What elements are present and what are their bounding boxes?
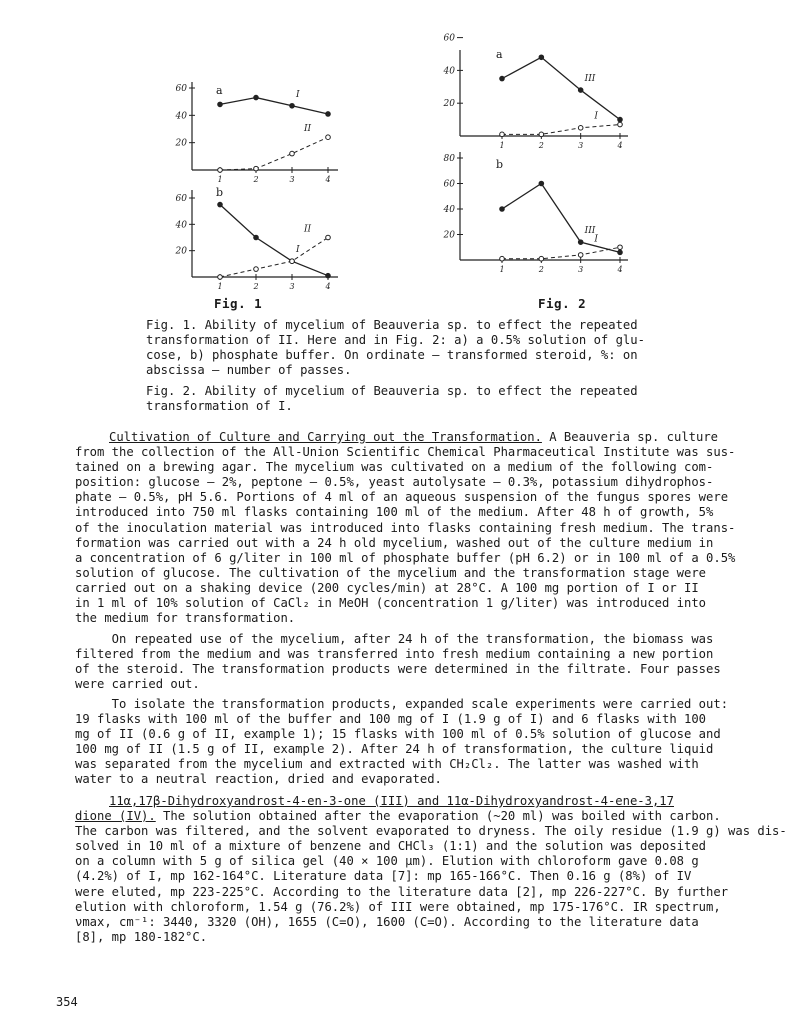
fig1b-point-dashed-3 [290,259,295,264]
fig2b-ytick-label-20: 20 [443,230,455,241]
fig1a-point-solid-3 [290,103,295,108]
fig2b-point-solid-2 [539,181,544,186]
section-dihydroxyandrost-body: The solution obtained after the evaporation (~20 ml) was boiled with carbon. The carbon was filtered, and the solvent evaporated to dryness. The oily residue (1.9 g) was dis- solved in 10 ml of a mixture of benzene and CHCl₃ (1:1) and the solution was deposited on a column with 5 g of silica gel (40 × 100 µm). Elution with chloroform gave 0.08 g (4.2%) of I, mp 162-164°C. Literature data [7]: mp 165-166°C. Then 0.16 g (8%) of IV were eluted, mp 223-225°C. According to the literature data [2], mp 226-227°C. By further elution with chloroform, 1.54 g (76.2%) of III were obtained, mp 175-176°C. IR spectrum, νmax, cm⁻¹: 3440, 3320 (OH), 1655 (C=O), 1600 (C=O). According to the literature data [8], mp 180-182°C. [75,809,787,944]
fig1a-xtick-label-2: 2 [253,175,259,184]
fig2a-series-dashed-line [502,125,620,135]
fig2a-ytick-label-40: 40 [443,66,455,77]
fig2a-xtick-label-2: 2 [538,141,544,150]
fig1b-series-label-dashed: II [304,224,312,235]
fig2b-series-dashed-line [502,247,620,258]
fig2a-ytick-label-20: 20 [443,99,455,110]
fig1b-series-label-solid: I [296,245,300,256]
figure-2-panel-b-label: b [496,158,504,171]
fig1b-ytick-label-60: 60 [175,194,187,204]
fig1a-xtick-label-1: 1 [217,175,223,184]
fig1a-point-solid-4 [326,112,331,117]
fig2b-series-label-solid: III [584,226,596,237]
fig1a-point-solid-1 [218,102,223,107]
fig1a-point-dashed-2 [254,166,259,171]
figure-2-panel-a-label: a [496,48,503,61]
fig2b-point-dashed-4 [618,245,623,250]
fig1a-point-dashed-3 [290,151,295,156]
fig2a-point-dashed-3 [578,126,583,131]
fig1a-ytick-label-60: 60 [175,84,187,94]
fig2b-ytick-label-80: 80 [443,154,455,164]
fig2a-point-solid-4 [618,117,623,122]
fig1b-point-solid-1 [218,202,223,207]
fig2a-point-dashed-4 [618,122,623,127]
fig1b-xtick-label-1: 1 [217,282,223,291]
section-dihydroxyandrost [75,794,787,945]
section-cultivation-body: A Beauveria sp. culture from the collection of the All-Union Scientific Chemical Pharmaceutical Institute was sus- tained on a brewing agar. The mycelium was cultivated on a medium of the following com- position: glucose – 2%, peptone – 0.5%, yeast autolysate – 0.3%, potassium dihydrophos- phate – 0.5%, pH 5.6. Portions of 4 ml of an aqueous suspension of the fungus spores were introduced into 750 ml flasks containing 100 ml of the medium. After 48 h of growth, 5% of the inoculation material was introduced into flasks containing fresh medium. The trans- formation was carried out with a 24 h old mycelium, washed out of the culture medium in a concentration of 6 g/liter in 100 ml of phosphate buffer (pH 6.2) or in 100 ml of a 0.5% solution of glucose. The cultivation of the mycelium and the transformation stage were carried out on a shaking device (200 cycles/min) at 28°C. A 100 mg portion of I or II in 1 ml of 10% solution of CaCl₂ in MeOH (concentration 1 g/liter) was introduced into the medium for transformation. [75,430,736,626]
fig2b-point-solid-4 [618,250,623,255]
fig1b-point-dashed-2 [254,267,259,272]
figure-1-graph [150,72,370,300]
paragraph-isolation: To isolate the transformation products, expanded scale experiments were carried out: 19 flasks with 100 ml of the buffer and 100 mg of I (1.9 g of I) and 6 flasks with 100 mg of II (0.6 g of II, example 1); 15 flasks with 100 ml of 0.5% solution of glucose and 100 mg of II (1.5 g of II, example 2). After 24 h of transformation, the culture liquid was separated from the mycelium and extracted with CH₂Cl₂. The latter was washed with water to a neutral reaction, dried and evaporated. [75,697,729,787]
fig1a-point-dashed-4 [326,135,331,140]
fig2b-point-solid-1 [500,207,505,212]
fig2a-series-solid-line [502,57,620,119]
fig1b-point-dashed-4 [326,235,331,240]
fig2a-point-solid-1 [500,76,505,81]
fig2a-ytick-label-60: 60 [443,33,455,44]
fig1b-xtick-label-3: 3 [289,282,295,291]
fig2a-xtick-label-4: 4 [617,141,623,150]
fig2a-point-solid-3 [578,88,583,93]
fig1b-point-solid-4 [326,273,331,278]
fig1b-series-dashed-line [220,238,328,278]
fig2b-xtick-label-2: 2 [538,265,544,274]
fig1a-xtick-label-3: 3 [289,175,295,184]
fig1b-series-solid-line [220,205,328,276]
figure-1-caption: Fig. 1. Ability of mycelium of Beauveria sp. to effect the repeated transformation of II. Here and in Fig. 2: a) a 0.5% solution of glu- cose, b) phosphate buffer. On ordinate – transformed steroid, %: on abscissa – number of passes. [146,318,645,377]
fig2b-xtick-label-4: 4 [617,265,623,274]
fig1b-point-dashed-1 [218,275,223,280]
fig1b-ytick-label-40: 40 [175,220,187,231]
fig2a-point-dashed-2 [539,132,544,137]
fig1a-point-solid-2 [254,95,259,100]
fig1a-series-label-solid: I [296,89,300,100]
page-number: 354 [56,995,78,1009]
figure-2-label: Fig. 2 [538,296,587,311]
fig1b-xtick-label-2: 2 [253,282,259,291]
fig2b-xtick-label-3: 3 [578,265,584,274]
fig1a-series-label-dashed: II [304,124,312,135]
fig2b-ytick-label-60: 60 [443,179,455,190]
figure-2 [430,33,650,282]
figure-2-caption: Fig. 2. Ability of mycelium of Beauveria sp. to effect the repeated transformation of I. [146,384,638,413]
fig2a-series-label-solid: III [584,74,596,85]
paragraph-repeated-use: On repeated use of the mycelium, after 24 h of the transformation, the biomass was filtered from the medium and was transferred into fresh medium containing a new portion of the steroid. The transformation products were determined in the filtrate. Four passes were carried out. [75,632,721,692]
figure-1 [150,72,370,300]
fig2b-ytick-label-40: 40 [443,205,455,215]
fig1b-ytick-label-20: 20 [175,246,187,257]
fig1b-xtick-label-4: 4 [325,282,331,291]
fig2a-point-dashed-1 [500,132,505,137]
fig2b-point-dashed-3 [578,253,583,258]
fig1a-series-dashed-line [220,137,328,170]
fig2a-point-solid-2 [539,55,544,60]
figure-2-graph [430,33,650,282]
section-cultivation [75,430,735,626]
fig2a-xtick-label-3: 3 [578,141,584,150]
fig2b-point-solid-3 [578,240,583,245]
fig2a-series-label-dashed: I [594,111,598,122]
fig1a-point-dashed-1 [218,168,223,173]
fig2b-point-dashed-2 [539,256,544,261]
fig2b-series-label-dashed: I [594,234,598,245]
fig2b-xtick-label-1: 1 [499,265,505,274]
fig1b-point-solid-2 [254,235,259,240]
fig1a-series-solid-line [220,98,328,114]
fig2a-xtick-label-1: 1 [499,141,505,150]
section-cultivation-heading: Cultivation of Culture and Carrying out the Transformation. [109,430,542,444]
fig2b-series-solid-line [502,184,620,253]
fig2b-point-dashed-1 [500,256,505,261]
figure-1-label: Fig. 1 [214,296,263,311]
figure-1-panel-a-label: a [216,84,223,97]
fig1a-ytick-label-40: 40 [175,111,187,122]
figure-1-panel-b-label: b [216,186,224,199]
section-dihydroxyandrost-heading: 11α,17β-Dihydroxyandrost-4-en-3-one (III) and 11α-Dihydroxyandrost-4-ene-3,17 dione (IV). [75,794,674,824]
fig1a-xtick-label-4: 4 [325,175,331,184]
fig1a-ytick-label-20: 20 [175,138,187,149]
